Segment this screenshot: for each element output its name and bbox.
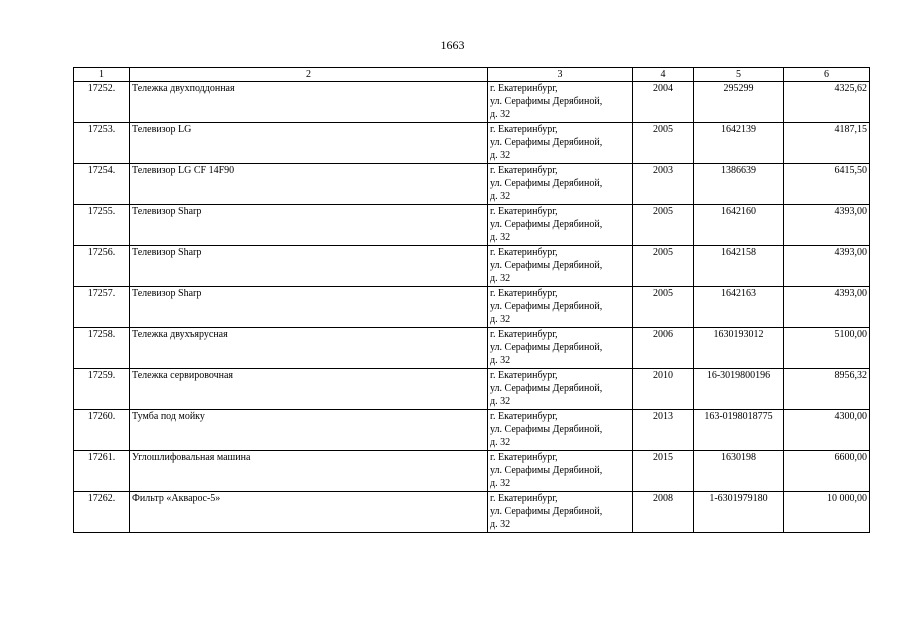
year-cell: 2005 <box>633 287 694 328</box>
item-name-cell: Тележка сервировочная <box>130 369 488 410</box>
table-row <box>74 369 870 410</box>
item-name-cell: Телевизор Sharp <box>130 246 488 287</box>
item-name-cell: Тележка двухподдонная <box>130 82 488 123</box>
address-city: г. Екатеринбург, <box>490 206 558 217</box>
inventory-code-cell: 295299 <box>694 82 784 123</box>
address-city: г. Екатеринбург, <box>490 370 558 381</box>
table-body <box>74 82 870 533</box>
year-cell: 2004 <box>633 82 694 123</box>
item-name-cell: Телевизор LG CF 14F90 <box>130 164 488 205</box>
address-street: ул. Серафимы Дерябиной, <box>490 383 603 395</box>
address-house: д. 32 <box>490 355 511 367</box>
year-cell: 2010 <box>633 369 694 410</box>
table-row <box>74 287 870 328</box>
item-name-cell: Телевизор Sharp <box>130 205 488 246</box>
column-header-1: 1 <box>74 68 130 82</box>
table-row <box>74 82 870 123</box>
table-row <box>74 328 870 369</box>
year-cell: 2003 <box>633 164 694 205</box>
address-city: г. Екатеринбург, <box>490 493 558 504</box>
table-row <box>74 492 870 533</box>
row-number-cell: 17261. <box>74 451 130 492</box>
item-name-cell: Углошлифовальная машина <box>130 451 488 492</box>
item-name-cell: Тележка двухъярусная <box>130 328 488 369</box>
column-header-3: 3 <box>488 68 633 82</box>
address-street: ул. Серафимы Дерябиной, <box>490 96 603 108</box>
address-cell <box>488 451 633 492</box>
row-number-cell: 17252. <box>74 82 130 123</box>
address-cell <box>488 82 633 123</box>
table-row <box>74 410 870 451</box>
address-cell <box>488 164 633 205</box>
value-cell: 4393,00 <box>784 246 870 287</box>
item-name-cell: Телевизор Sharp <box>130 287 488 328</box>
address-city: г. Екатеринбург, <box>490 329 558 340</box>
address-street: ул. Серафимы Дерябиной, <box>490 137 603 149</box>
address-city: г. Екатеринбург, <box>490 288 558 299</box>
row-number-cell: 17262. <box>74 492 130 533</box>
table-row <box>74 246 870 287</box>
item-name-cell: Фильтр «Аквароc-5» <box>130 492 488 533</box>
address-cell <box>488 369 633 410</box>
inventory-table <box>73 67 870 533</box>
address-cell <box>488 492 633 533</box>
inventory-code-cell: 1642163 <box>694 287 784 328</box>
address-cell <box>488 410 633 451</box>
row-number-cell: 17260. <box>74 410 130 451</box>
address-cell <box>488 287 633 328</box>
address-city: г. Екатеринбург, <box>490 165 558 176</box>
column-header-4: 4 <box>633 68 694 82</box>
value-cell: 6600,00 <box>784 451 870 492</box>
address-street: ул. Серафимы Дерябиной, <box>490 424 603 436</box>
address-cell <box>488 246 633 287</box>
inventory-code-cell: 1642139 <box>694 123 784 164</box>
row-number-cell: 17257. <box>74 287 130 328</box>
address-city: г. Екатеринбург, <box>490 247 558 258</box>
value-cell: 4393,00 <box>784 205 870 246</box>
address-house: д. 32 <box>490 109 511 121</box>
address-house: д. 32 <box>490 437 511 449</box>
address-cell <box>488 328 633 369</box>
inventory-code-cell: 16-3019800196 <box>694 369 784 410</box>
row-number-cell: 17258. <box>74 328 130 369</box>
row-number-cell: 17253. <box>74 123 130 164</box>
column-header-2: 2 <box>130 68 488 82</box>
table-row <box>74 451 870 492</box>
value-cell: 4300,00 <box>784 410 870 451</box>
address-house: д. 32 <box>490 519 511 531</box>
address-house: д. 32 <box>490 478 511 490</box>
value-cell: 6415,50 <box>784 164 870 205</box>
item-name-cell: Телевизор LG <box>130 123 488 164</box>
address-house: д. 32 <box>490 314 511 326</box>
value-cell: 4393,00 <box>784 287 870 328</box>
address-street: ул. Серафимы Дерябиной, <box>490 260 603 272</box>
address-street: ул. Серафимы Дерябиной, <box>490 178 603 190</box>
address-street: ул. Серафимы Дерябиной, <box>490 506 603 518</box>
year-cell: 2005 <box>633 205 694 246</box>
address-street: ул. Серафимы Дерябиной, <box>490 219 603 231</box>
address-cell <box>488 123 633 164</box>
address-street: ул. Серафимы Дерябиной, <box>490 465 603 477</box>
year-cell: 2008 <box>633 492 694 533</box>
page-number: 1663 <box>440 38 465 52</box>
address-cell <box>488 205 633 246</box>
address-city: г. Екатеринбург, <box>490 452 558 463</box>
row-number-cell: 17259. <box>74 369 130 410</box>
value-cell: 8956,32 <box>784 369 870 410</box>
inventory-code-cell: 1630193012 <box>694 328 784 369</box>
item-name-cell: Тумба под мойку <box>130 410 488 451</box>
inventory-code-cell: 1386639 <box>694 164 784 205</box>
address-house: д. 32 <box>490 396 511 408</box>
value-cell: 4325,62 <box>784 82 870 123</box>
value-cell: 4187,15 <box>784 123 870 164</box>
year-cell: 2006 <box>633 328 694 369</box>
inventory-code-cell: 163-0198018775 <box>694 410 784 451</box>
inventory-code-cell: 1642160 <box>694 205 784 246</box>
address-city: г. Екатеринбург, <box>490 411 558 422</box>
table-row <box>74 205 870 246</box>
inventory-code-cell: 1642158 <box>694 246 784 287</box>
address-city: г. Екатеринбург, <box>490 83 558 94</box>
row-number-cell: 17256. <box>74 246 130 287</box>
year-cell: 2005 <box>633 123 694 164</box>
column-header-5: 5 <box>694 68 784 82</box>
address-street: ул. Серафимы Дерябиной, <box>490 301 603 313</box>
header-row <box>74 68 870 82</box>
address-house: д. 32 <box>490 150 511 162</box>
column-header-6: 6 <box>784 68 870 82</box>
year-cell: 2005 <box>633 246 694 287</box>
address-street: ул. Серафимы Дерябиной, <box>490 342 603 354</box>
value-cell: 5100,00 <box>784 328 870 369</box>
value-cell: 10 000,00 <box>784 492 870 533</box>
table-row <box>74 164 870 205</box>
address-city: г. Екатеринбург, <box>490 124 558 135</box>
inventory-code-cell: 1-6301979180 <box>694 492 784 533</box>
inventory-code-cell: 1630198 <box>694 451 784 492</box>
address-house: д. 32 <box>490 232 511 244</box>
row-number-cell: 17254. <box>74 164 130 205</box>
address-house: д. 32 <box>490 273 511 285</box>
address-house: д. 32 <box>490 191 511 203</box>
year-cell: 2013 <box>633 410 694 451</box>
table-row <box>74 123 870 164</box>
year-cell: 2015 <box>633 451 694 492</box>
row-number-cell: 17255. <box>74 205 130 246</box>
